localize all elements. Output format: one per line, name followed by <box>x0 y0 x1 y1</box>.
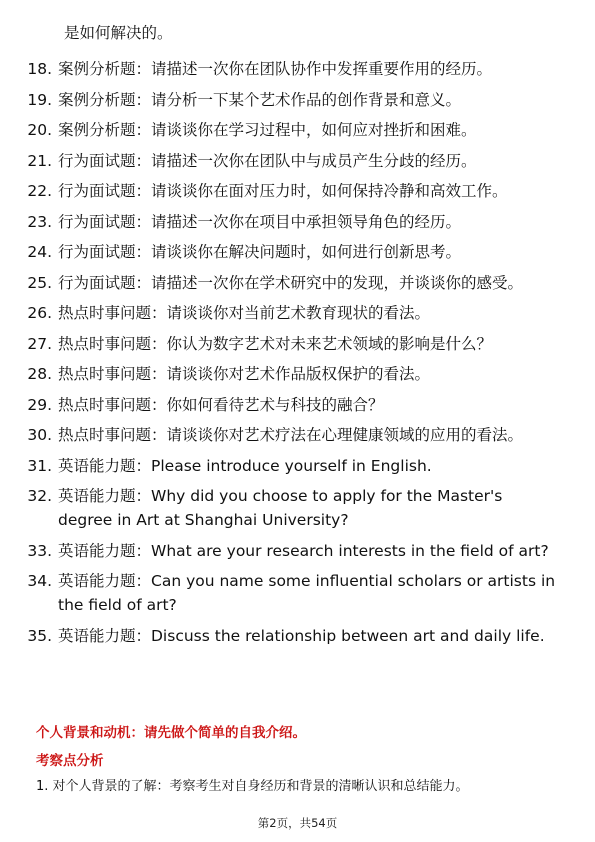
list-item <box>0 57 595 81</box>
list-item-number: 27. <box>27 334 52 353</box>
list-item-text: 英语能力题：Please introduce yourself in English. <box>58 456 432 475</box>
list-item-text: 案例分析题：请谈谈你在学习过程中，如何应对挫折和困难。 <box>58 121 477 139</box>
list-item <box>0 569 595 617</box>
list-item-number: 33. <box>27 541 52 560</box>
subsection-title: 考察点分析 <box>36 753 104 769</box>
list-item-number: 25. <box>27 273 52 292</box>
analysis-item: 1. 对个人背景的了解：考察考生对自身经历和背景的清晰认识和总结能力。 <box>36 779 469 794</box>
list-item-text: 行为面试题：请描述一次你在团队中与成员产生分歧的经历。 <box>58 151 477 170</box>
list-item <box>0 539 595 563</box>
list-item <box>0 210 595 234</box>
list-item <box>0 118 595 142</box>
list-item-number: 24. <box>27 243 52 261</box>
list-item-number: 19. <box>27 90 52 109</box>
list-item-number: 30. <box>27 426 52 444</box>
list-item-number: 28. <box>27 365 52 383</box>
list-item-number: 26. <box>27 304 52 322</box>
list-item-text: 英语能力题：What are your research interests in the field of art? <box>58 541 549 560</box>
list-item-text: 热点时事问题：你认为数字艺术对未来艺术领域的影响是什么？ <box>58 334 493 353</box>
list-item <box>0 484 595 532</box>
list-item-number: 35. <box>27 626 52 645</box>
list-item-text: 热点时事问题：请谈谈你对艺术疗法在心理健康领域的应用的看法。 <box>58 426 524 444</box>
list-item-text: 英语能力题：Why did you choose to apply for the Master's degree in Art at Shanghai University? <box>58 487 503 529</box>
list-item <box>0 88 595 112</box>
list-item-number: 18. <box>27 60 52 78</box>
list-item-text: 行为面试题：请谈谈你在解决问题时，如何进行创新思考。 <box>58 243 462 261</box>
list-item-text: 热点时事问题：请谈谈你对当前艺术教育现状的看法。 <box>58 304 431 322</box>
list-item <box>0 454 595 478</box>
list-item-number: 23. <box>27 212 52 231</box>
list-item-number: 21. <box>27 151 52 170</box>
section-title: 个人背景和动机：请先做个简单的自我介绍。 <box>36 725 306 741</box>
list-item-text: 案例分析题：请描述一次你在团队协作中发挥重要作用的经历。 <box>58 60 493 78</box>
list-item-text: 英语能力题：Discuss the relationship between art and daily life. <box>58 626 545 645</box>
list-item <box>0 240 595 264</box>
list-item-number: 20. <box>27 121 52 139</box>
list-item <box>0 362 595 386</box>
list-item <box>0 624 595 648</box>
list-item-text: 英语能力题：Can you name some influential scholars or artists in the field of art? <box>58 572 556 614</box>
list-item <box>0 393 595 417</box>
list-item-text: 行为面试题：请描述一次你在学术研究中的发现，并谈谈你的感受。 <box>58 273 524 292</box>
question-list <box>0 57 595 654</box>
list-item-text: 热点时事问题：请谈谈你对艺术作品版权保护的看法。 <box>58 365 431 383</box>
list-item <box>0 271 595 295</box>
continuation-text: 是如何解决的。 <box>64 24 173 42</box>
list-item-number: 34. <box>27 572 52 590</box>
list-item-text: 热点时事问题：你如何看待艺术与科技的融合？ <box>58 395 384 414</box>
list-item-number: 32. <box>27 487 52 505</box>
list-item-number: 31. <box>27 456 52 475</box>
list-item <box>0 332 595 356</box>
list-item-text: 案例分析题：请分析一下某个艺术作品的创作背景和意义。 <box>58 90 462 109</box>
list-item-text: 行为面试题：请谈谈你在面对压力时，如何保持冷静和高效工作。 <box>58 182 508 200</box>
list-item-number: 22. <box>27 182 52 200</box>
list-item <box>0 179 595 203</box>
list-item-text: 行为面试题：请描述一次你在项目中承担领导角色的经历。 <box>58 212 462 231</box>
list-item-number: 29. <box>27 395 52 414</box>
list-item <box>0 301 595 325</box>
page-footer: 第2页，共54页 <box>257 816 338 830</box>
list-item <box>0 423 595 447</box>
list-item <box>0 149 595 173</box>
